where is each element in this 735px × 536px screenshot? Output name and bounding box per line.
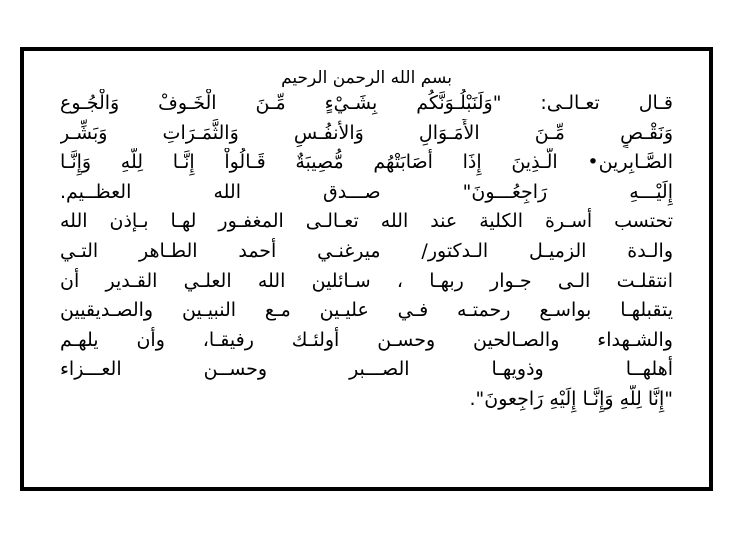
closing-verse-line: "إِنَّا لِلّهِ وَإِنَّـا إِلَيْهِ رَاجِعونَ".: [469, 387, 673, 410]
basmala-heading: بسم الله الرحمن الرحيم: [281, 68, 452, 88]
notice-line-6: أهلهــا وذويهـا الصـــبر وحســن العـــزاء: [60, 358, 673, 381]
quran-verse-line-3: الصَّـابِرين• الَّـذِينَ إِذَا أَصَابَتْهُم مُّصِيبَةٌ قَـالُواْ إِنَّـا لِلّهِ وَإِنَّـا: [60, 151, 673, 174]
quran-verse-line-4: إِلَيْـــهِ رَاجِعُـــونَ" صـــدق الله العظــيم.: [60, 180, 673, 203]
notice-line-1: تحتسب أسـرة الكلية عند الله تعـالـى المغفـور لهـا بـإذن الله: [60, 210, 673, 233]
notice-line-2: والـدة الزميـل الـدكتور/ ميرغنـي أحمد الطـاهر التـي: [60, 239, 673, 262]
notice-line-3: انتقلـت الـى جـوار ربهـا ، سـائلين الله العلـي القـدير أن: [60, 269, 673, 292]
document-frame: [20, 47, 713, 491]
notice-line-4: يتقبلهـا بواسـع رحمتـه فـي عليـين مـع النبيـين والصـديقيين: [60, 299, 673, 322]
quran-verse-line-2: وَنَقْـصٍ مِّـنَ الأَمَـوَالِ وَالأنفُـسِ وَالثَّمَـرَاتِ وَبَشِّـر: [60, 121, 673, 144]
quran-verse-line-1: قـال تعـالـى: "وَلَنَبْلُـوَنَّكُم بِشَـيْءٍ مِّـنَ الْخَـوفْ وَالْجُـوع: [60, 92, 673, 114]
notice-line-5: والشـهداء والصـالحين وحسـن أولئـك رفيقـا، وأن يلهـم: [60, 328, 673, 351]
condolence-notice: [60, 67, 673, 415]
